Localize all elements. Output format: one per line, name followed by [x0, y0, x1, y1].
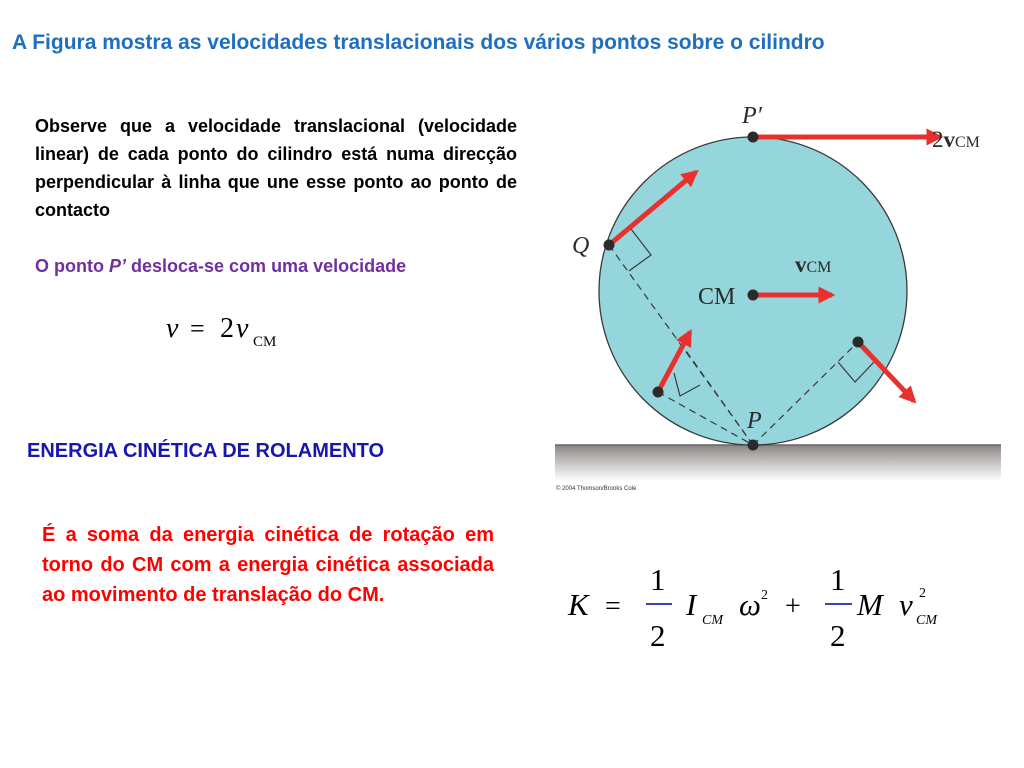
formula2-v-sub: CM [916, 613, 937, 628]
paragraph2-prefix: O ponto [35, 256, 109, 276]
label-p-prime: P′ [742, 103, 762, 129]
formula2-v: v [899, 587, 913, 622]
formula2-omega: ω [739, 587, 761, 622]
point-lower-left [653, 387, 664, 398]
formula-v-equals-2vcm [160, 308, 300, 358]
formula1-sub: CM [253, 334, 277, 350]
paragraph-rolling-energy: É a soma da energia cinética de rotação em torno do CM com a energia cinética associada ao movimento de translação do CM. [42, 524, 494, 606]
formula2-frac2-num: 1 [830, 562, 846, 597]
formula2-I: I [686, 587, 697, 622]
formula2-frac1-den: 2 [650, 618, 666, 653]
paragraph-perpendicular-velocity: Observe que a velocidade translacional (velocidade linear) de cada ponto do cilindro está numa direcção perpendicular à linha que une esse ponto ao ponto de contacto [35, 116, 517, 220]
formula2-I-sub: CM [702, 613, 723, 628]
label-p: P [747, 408, 762, 434]
point-p [748, 440, 759, 451]
formula2-plus: + [785, 591, 801, 622]
paragraph-point-p-prime [35, 256, 525, 277]
label-vcm: vCM [795, 252, 832, 277]
formula2-equals: = [605, 591, 621, 622]
formula2-v-exp: 2 [919, 586, 926, 601]
label-cm: CM [698, 284, 736, 310]
formula-kinetic-energy [555, 555, 965, 655]
figure-copyright: © 2004 Thomson/Brooks Cole [556, 486, 637, 492]
point-q [604, 240, 615, 251]
formula2-frac2-den: 2 [830, 618, 846, 653]
formula1-lhs: v [166, 313, 179, 344]
paragraph2-suffix: desloca-se com uma velocidade [126, 256, 407, 276]
point-p-prime [748, 132, 759, 143]
point-lower-right [853, 337, 864, 348]
ground-surface [555, 445, 1001, 481]
formula2-M: M [857, 587, 883, 622]
rolling-cylinder-figure [553, 95, 1003, 500]
formula2-omega-exp: 2 [761, 588, 768, 603]
paragraph2-point-label: P’ [108, 256, 126, 276]
formula1-coef: 2 [220, 313, 234, 344]
section-heading: ENERGIA CINÉTICA DE ROLAMENTO [27, 440, 385, 462]
formula2-K: K [568, 587, 589, 622]
formula2-frac1-num: 1 [650, 562, 666, 597]
point-cm [748, 290, 759, 301]
label-2vcm: 2vCM [932, 127, 980, 152]
label-q: Q [572, 233, 590, 259]
formula1-equals: = [190, 314, 205, 343]
formula1-var: v [236, 313, 249, 344]
slide-title: A Figura mostra as velocidades translacionais dos vários pontos sobre o cilindro [12, 31, 825, 54]
